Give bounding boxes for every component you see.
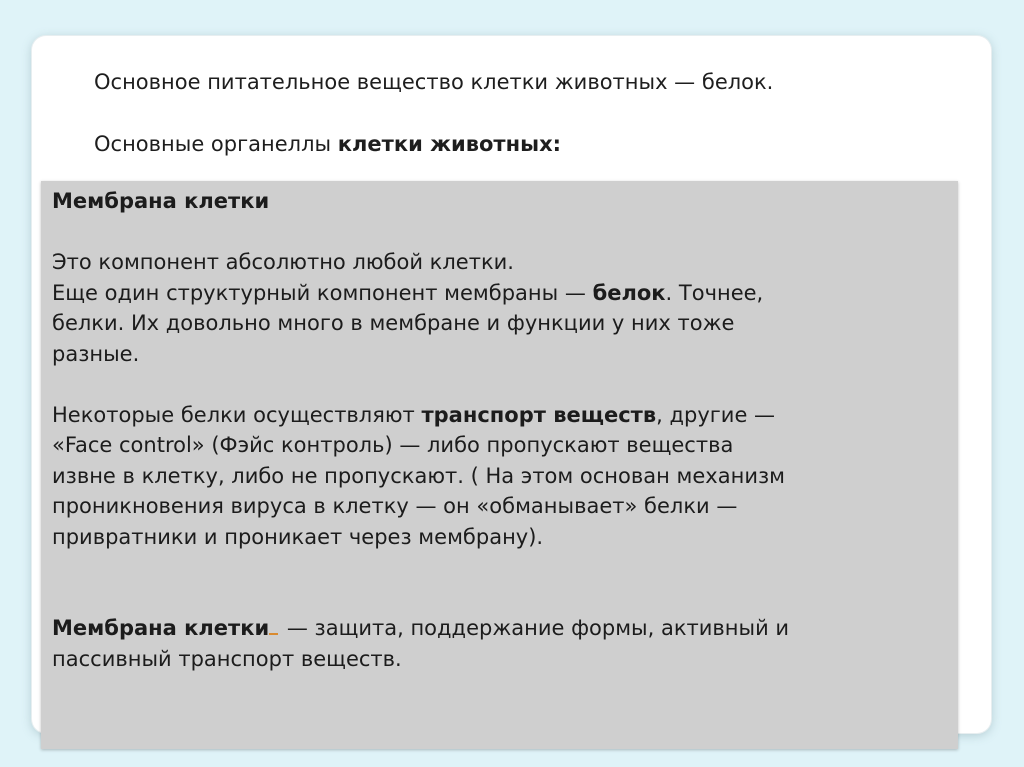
panel-heading: [52, 186, 952, 217]
panel-heading-text: Мембрана клетки: [52, 189, 270, 213]
spacer: [52, 552, 952, 613]
spacer: [52, 369, 952, 400]
panel-summary-text: — защита, поддержание формы, активный и пассивный транспорт веществ.: [52, 616, 790, 671]
underscore-mark: [269, 615, 278, 635]
panel-summary: [52, 613, 952, 674]
spacer: [52, 217, 952, 248]
panel-paragraph-1: [52, 278, 952, 370]
panel-paragraph-1-bold: белок: [592, 280, 666, 305]
membrane-info-text: [52, 186, 952, 674]
intro-line-2: [94, 130, 561, 158]
panel-paragraph-1-text-a: Еще один структурный компонент мембраны —: [52, 280, 593, 305]
panel-paragraph-2-text-b: , другие — «Face control» (Фэйс контроль) — либо пропускают вещества извне в клетку, либо не пропускают. ( На этом основан механизм проникновения вируса в клетку — он «обманывает» белки — привратники и проникает через мембрану).: [52, 402, 785, 549]
panel-paragraph-2-bold: транспорт веществ: [421, 402, 657, 427]
panel-paragraph-2: [52, 400, 952, 553]
intro-line-1-text: Основное питательное вещество клетки животных — белок.: [94, 70, 774, 94]
panel-paragraph-1-text-b: . Точнее, белки. Их довольно много в мембране и функции у них тоже разные.: [52, 280, 764, 366]
panel-summary-bold: Мембрана клетки: [52, 616, 270, 640]
intro-line-2-bold: клетки животных:: [337, 132, 562, 156]
intro-line-1: [94, 68, 773, 96]
intro-line-2-text: Основные органеллы: [94, 132, 338, 156]
panel-paragraph-2-text-a: Некоторые белки осуществляют: [52, 402, 422, 427]
panel-paragraph-1-line-1: Это компонент абсолютно любой клетки.: [52, 250, 514, 274]
